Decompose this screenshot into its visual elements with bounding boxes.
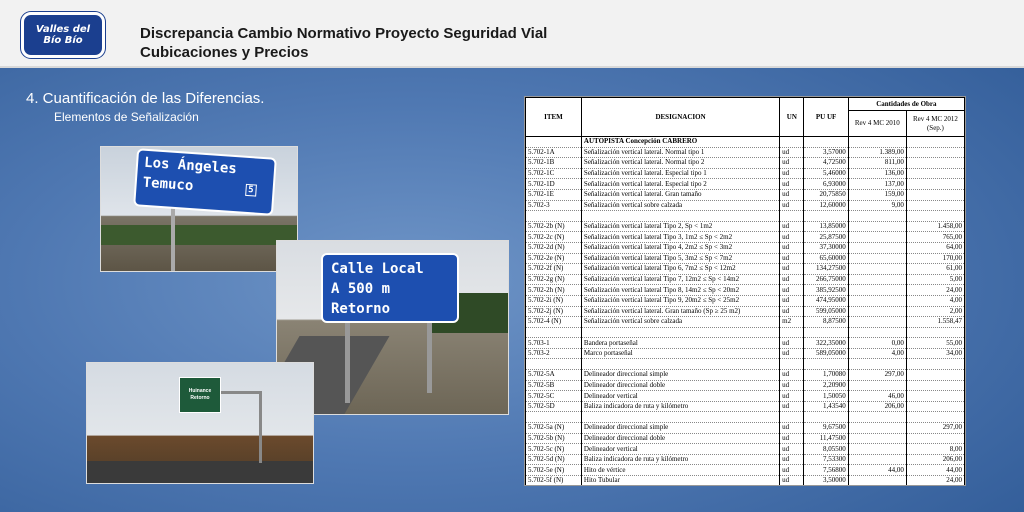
col-designacion: DESIGNACION (581, 98, 779, 137)
cell-designacion: Marco portaseñal (581, 348, 779, 359)
table-row (526, 359, 965, 370)
cell-qty-2010 (848, 359, 906, 370)
cell-pu: 12,60000 (804, 200, 848, 211)
cell-qty-2010 (848, 327, 906, 338)
cell-designacion: Señalización vertical lateral Tipo 3, 1m2 ≤ Sp < 2m2 (581, 232, 779, 243)
cell-designacion: Delineador vertical (581, 391, 779, 402)
cell-item: 5.702-2f (N) (526, 264, 582, 275)
cell-qty-2012 (906, 211, 964, 222)
cell-designacion: Señalización vertical lateral. Especial tipo 2 (581, 179, 779, 190)
header-bar (0, 0, 1024, 68)
logo-line2: Bío Bío (43, 35, 83, 46)
cell-un: ud (780, 444, 804, 455)
cell-designacion: Baliza indicadora de ruta y kilómetro (581, 401, 779, 412)
col-item: ITEM (526, 98, 582, 137)
sign-text-3: Retorno (331, 301, 391, 317)
cell-pu: 8,87500 (804, 317, 848, 328)
cell-qty-2010: 137,00 (848, 179, 906, 190)
cell-pu: 11,47500 (804, 433, 848, 444)
cell-un: ud (780, 221, 804, 232)
cell-empty (780, 137, 804, 148)
cell-item: 5.702-5A (526, 370, 582, 381)
cell-designacion: Señalización vertical lateral Tipo 9, 20m2 ≤ Sp < 25m2 (581, 295, 779, 306)
table-row (526, 179, 965, 190)
table-row (526, 317, 965, 328)
cell-qty-2010 (848, 412, 906, 423)
cell-un: ud (780, 433, 804, 444)
road-sign (321, 253, 459, 323)
cell-item: 5.702-2e (N) (526, 253, 582, 264)
quantities-grid (525, 97, 965, 486)
cell-un: ud (780, 189, 804, 200)
cell-qty-2012 (906, 189, 964, 200)
cell-un: ud (780, 348, 804, 359)
cell-qty-2010: 297,00 (848, 370, 906, 381)
cell-pu: 599,05000 (804, 306, 848, 317)
cell-un: ud (780, 285, 804, 296)
cell-qty-2010: 0,00 (848, 338, 906, 349)
slide-title (140, 24, 547, 62)
cell-item: 5.702-2d (N) (526, 242, 582, 253)
section-subheading: Elementos de Señalización (54, 110, 199, 124)
cell-qty-2012: 44,00 (906, 465, 964, 476)
cell-pu: 4,72500 (804, 158, 848, 169)
cell-qty-2010: 811,00 (848, 158, 906, 169)
cell-item: 5.702-5f (N) (526, 476, 582, 487)
cell-item: 5.702-5C (526, 391, 582, 402)
cell-qty-2012: 5,00 (906, 274, 964, 285)
cell-pu: 9,67500 (804, 423, 848, 434)
cell-qty-2010: 9,00 (848, 200, 906, 211)
cell-un: ud (780, 454, 804, 465)
cell-qty-2012: 206,00 (906, 454, 964, 465)
table-row (526, 168, 965, 179)
cell-pu: 589,05000 (804, 348, 848, 359)
cell-qty-2010 (848, 242, 906, 253)
cell-qty-2010 (848, 380, 906, 391)
cell-qty-2012: 170,00 (906, 253, 964, 264)
table-row (526, 454, 965, 465)
cell-un: ud (780, 179, 804, 190)
cell-un: ud (780, 401, 804, 412)
cell-un: ud (780, 264, 804, 275)
cell-qty-2012 (906, 168, 964, 179)
cell-qty-2010 (848, 264, 906, 275)
cell-item: 5.702-3 (526, 200, 582, 211)
cell-qty-2012 (906, 433, 964, 444)
cell-item: 5.702-1A (526, 147, 582, 158)
cell-designacion: Delineador direccional simple (581, 423, 779, 434)
photo-sign-los-angeles (100, 146, 298, 272)
cell-designacion: Señalización vertical lateral Tipo 6, 7m2 ≤ Sp < 12m2 (581, 264, 779, 275)
cell-pu: 1,43540 (804, 401, 848, 412)
cell-qty-2010: 136,00 (848, 168, 906, 179)
cell-qty-2010 (848, 444, 906, 455)
table-row (526, 380, 965, 391)
cell-designacion: Señalización vertical sobre calzada (581, 200, 779, 211)
cell-un: ud (780, 147, 804, 158)
table-row (526, 348, 965, 359)
cell-qty-2012: 8,00 (906, 444, 964, 455)
cell-un: ud (780, 476, 804, 487)
cell-item (526, 412, 582, 423)
cell-item: 5.702-5D (526, 401, 582, 412)
highway-lanes (87, 461, 313, 483)
cell-designacion: Señalización vertical lateral Tipo 2, Sp < 1m2 (581, 221, 779, 232)
cell-designacion: Delineador vertical (581, 444, 779, 455)
cell-pu (804, 327, 848, 338)
table-row (526, 476, 965, 487)
cell-un: ud (780, 423, 804, 434)
cell-pu: 65,60000 (804, 253, 848, 264)
cell-item: 5.702-1B (526, 158, 582, 169)
cell-pu (804, 211, 848, 222)
gantry-post (259, 391, 262, 463)
cell-qty-2010 (848, 221, 906, 232)
cell-qty-2010: 1.389,00 (848, 147, 906, 158)
cell-empty (848, 137, 906, 148)
cell-designacion: Hito de vértice (581, 465, 779, 476)
cell-pu: 134,27500 (804, 264, 848, 275)
table-row (526, 423, 965, 434)
overhead-sign (179, 377, 221, 413)
cell-designacion: Señalización vertical lateral Tipo 5, 3m2 ≤ Sp < 7m2 (581, 253, 779, 264)
table-row (526, 433, 965, 444)
cell-un: ud (780, 242, 804, 253)
table-row (526, 327, 965, 338)
cell-designacion: Baliza indicadora de ruta y kilómetro (581, 454, 779, 465)
cell-qty-2012: 61,00 (906, 264, 964, 275)
sign-text-1: Calle Local (331, 261, 424, 277)
table-row (526, 391, 965, 402)
cell-designacion: Señalización vertical sobre calzada (581, 317, 779, 328)
table-row (526, 242, 965, 253)
table-row (526, 465, 965, 476)
cell-designacion: Señalización vertical lateral Tipo 4, 2m2 ≤ Sp < 3m2 (581, 242, 779, 253)
sign-post (171, 207, 175, 271)
section-heading: 4. Cuantificación de las Diferencias. (26, 90, 265, 107)
company-logo (21, 12, 105, 58)
cell-item: 5.702-2h (N) (526, 285, 582, 296)
cell-designacion: Señalización vertical lateral. Normal tipo 2 (581, 158, 779, 169)
cell-qty-2010 (848, 285, 906, 296)
cell-qty-2012: 24,00 (906, 476, 964, 487)
cell-pu (804, 359, 848, 370)
cell-designacion: Señalización vertical lateral. Especial tipo 1 (581, 168, 779, 179)
cell-pu: 8,05500 (804, 444, 848, 455)
photo-highway-overhead (86, 362, 314, 484)
road-sign (133, 148, 277, 216)
cell-pu: 3,50000 (804, 476, 848, 487)
cell-qty-2010: 46,00 (848, 391, 906, 402)
sign-post-right (427, 323, 432, 393)
cell-qty-2010: 159,00 (848, 189, 906, 200)
cell-item (526, 211, 582, 222)
cell-qty-2010 (848, 253, 906, 264)
cell-item (526, 327, 582, 338)
cell-qty-2010 (848, 306, 906, 317)
cell-qty-2012 (906, 179, 964, 190)
cell-item: 5.702-1E (526, 189, 582, 200)
table-row (526, 338, 965, 349)
logo-line1: Valles del (35, 24, 91, 35)
cell-designacion: Hito Tubular (581, 476, 779, 487)
cell-designacion: Señalización vertical lateral Tipo 7, 12m2 ≤ Sp < 14m2 (581, 274, 779, 285)
cell-qty-2012: 2,00 (906, 306, 964, 317)
table-row (526, 274, 965, 285)
cell-un: ud (780, 306, 804, 317)
cell-qty-2012 (906, 380, 964, 391)
table-row (526, 444, 965, 455)
table-row (526, 412, 965, 423)
cell-qty-2010 (848, 433, 906, 444)
col-rev-2010: Rev 4 MC 2010 (848, 111, 906, 137)
cell-designacion: Señalización vertical lateral. Gran tamaño (581, 189, 779, 200)
cell-qty-2012: 4,00 (906, 295, 964, 306)
table-row (526, 285, 965, 296)
cell-qty-2010 (848, 211, 906, 222)
table-row (526, 147, 965, 158)
cell-un (780, 412, 804, 423)
cell-qty-2012: 1.558,47 (906, 317, 964, 328)
cell-un: ud (780, 274, 804, 285)
table-row (526, 264, 965, 275)
section-row (526, 137, 965, 148)
cell-un: ud (780, 232, 804, 243)
cell-qty-2012 (906, 401, 964, 412)
sign-text-1: Los Ángeles (143, 154, 238, 178)
cell-qty-2012: 64,00 (906, 242, 964, 253)
cell-item: 5.702-5c (N) (526, 444, 582, 455)
cell-designacion: Bandera portaseñal (581, 338, 779, 349)
cell-un: ud (780, 168, 804, 179)
cell-qty-2010: 4,00 (848, 348, 906, 359)
cell-pu: 2,20900 (804, 380, 848, 391)
cell-qty-2010 (848, 295, 906, 306)
table-row (526, 295, 965, 306)
cell-qty-2012 (906, 147, 964, 158)
cell-item: 5.703-2 (526, 348, 582, 359)
cell-item: 5.702-5a (N) (526, 423, 582, 434)
table-row (526, 253, 965, 264)
cell-item: 5.702-2i (N) (526, 295, 582, 306)
sign-text-2: A 500 m (331, 281, 391, 297)
cell-un: ud (780, 391, 804, 402)
cell-qty-2012: 55,00 (906, 338, 964, 349)
cell-un: ud (780, 158, 804, 169)
table-row (526, 211, 965, 222)
table-row (526, 189, 965, 200)
table-row (526, 221, 965, 232)
cell-item: 5.703-1 (526, 338, 582, 349)
cell-item: 5.702-4 (N) (526, 317, 582, 328)
cell-qty-2012: 34,00 (906, 348, 964, 359)
cell-item: 5.702-5e (N) (526, 465, 582, 476)
title-line2: Cubicaciones y Precios (140, 44, 309, 61)
cell-designacion (581, 359, 779, 370)
cell-un: ud (780, 380, 804, 391)
cell-empty (906, 137, 964, 148)
sign-text-1: Huinance (188, 388, 212, 394)
cell-un (780, 327, 804, 338)
cell-item: 5.702-1D (526, 179, 582, 190)
cell-designacion (581, 211, 779, 222)
cell-pu: 1,70080 (804, 370, 848, 381)
cell-pu: 37,30000 (804, 242, 848, 253)
cell-pu: 20,75850 (804, 189, 848, 200)
table-row (526, 232, 965, 243)
cell-designacion: Señalización vertical lateral. Normal tipo 1 (581, 147, 779, 158)
cell-item: 5.702-5B (526, 380, 582, 391)
cell-item: 5.702-2j (N) (526, 306, 582, 317)
section-title: AUTOPISTA Concepción CABRERO (581, 137, 779, 148)
cell-qty-2010: 44,00 (848, 465, 906, 476)
table-row (526, 370, 965, 381)
sign-text-2: Retorno (190, 395, 210, 401)
cell-item: 5.702-2c (N) (526, 232, 582, 243)
cell-un: ud (780, 295, 804, 306)
cell-qty-2012: 765,00 (906, 232, 964, 243)
col-rev-2012: Rev 4 MC 2012 (Sep.) (906, 111, 964, 137)
cell-un: ud (780, 200, 804, 211)
cell-qty-2010 (848, 232, 906, 243)
cell-un (780, 211, 804, 222)
cell-designacion: Señalización vertical lateral Tipo 8, 14m2 ≤ Sp < 20m2 (581, 285, 779, 296)
cell-designacion (581, 327, 779, 338)
cell-pu: 3,57000 (804, 147, 848, 158)
cell-designacion: Delineador direccional doble (581, 380, 779, 391)
cell-pu: 322,35000 (804, 338, 848, 349)
cell-pu: 266,75000 (804, 274, 848, 285)
route-shield: 5 (245, 184, 257, 197)
cell-item: 5.702-1C (526, 168, 582, 179)
cell-item: 5.702-2b (N) (526, 221, 582, 232)
cell-item: 5.702-5d (N) (526, 454, 582, 465)
treeline (101, 225, 297, 245)
cell-pu: 6,93000 (804, 179, 848, 190)
title-line1: Discrepancia Cambio Normativo Proyecto Seguridad Vial (140, 25, 548, 42)
cell-qty-2012 (906, 158, 964, 169)
cell-un: ud (780, 338, 804, 349)
cell-pu: 25,87500 (804, 232, 848, 243)
cell-pu: 13,85000 (804, 221, 848, 232)
cell-un: m2 (780, 317, 804, 328)
cell-un: ud (780, 465, 804, 476)
cell-un: ud (780, 253, 804, 264)
cell-qty-2012 (906, 412, 964, 423)
cell-pu: 1,50050 (804, 391, 848, 402)
cell-qty-2012 (906, 359, 964, 370)
col-un: UN (780, 98, 804, 137)
cell-un (780, 359, 804, 370)
cell-pu: 474,95000 (804, 295, 848, 306)
table-row (526, 401, 965, 412)
cell-un: ud (780, 370, 804, 381)
cell-qty-2010 (848, 274, 906, 285)
sign-text-2: Temuco (142, 174, 194, 195)
cell-qty-2012 (906, 370, 964, 381)
cell-qty-2012: 1.458,00 (906, 221, 964, 232)
table-row (526, 200, 965, 211)
cell-empty (526, 137, 582, 148)
quantities-table (524, 96, 966, 486)
cell-designacion: Delineador direccional doble (581, 433, 779, 444)
cell-empty (804, 137, 848, 148)
table-row (526, 306, 965, 317)
cell-qty-2012 (906, 327, 964, 338)
cell-qty-2012 (906, 200, 964, 211)
cell-item (526, 359, 582, 370)
table-row (526, 158, 965, 169)
cell-pu: 7,53300 (804, 454, 848, 465)
cell-qty-2012: 297,00 (906, 423, 964, 434)
cell-pu (804, 412, 848, 423)
cell-pu: 385,92500 (804, 285, 848, 296)
cell-designacion: Delineador direccional simple (581, 370, 779, 381)
cell-qty-2010: 206,00 (848, 401, 906, 412)
cell-qty-2010 (848, 423, 906, 434)
cell-item: 5.702-5b (N) (526, 433, 582, 444)
cell-pu: 7,56800 (804, 465, 848, 476)
cell-qty-2010 (848, 454, 906, 465)
cell-qty-2012: 24,00 (906, 285, 964, 296)
cell-qty-2012 (906, 391, 964, 402)
col-cantidades: Cantidades de Obra (848, 98, 964, 111)
cell-item: 5.702-2g (N) (526, 274, 582, 285)
cell-designacion: Señalización vertical lateral. Gran tamaño (Sp ≥ 25 m2) (581, 306, 779, 317)
col-pu: PU UF (804, 98, 848, 137)
sign-post-left (345, 323, 350, 403)
cell-designacion (581, 412, 779, 423)
cell-qty-2010 (848, 476, 906, 487)
cell-qty-2010 (848, 317, 906, 328)
cell-pu: 5,46000 (804, 168, 848, 179)
